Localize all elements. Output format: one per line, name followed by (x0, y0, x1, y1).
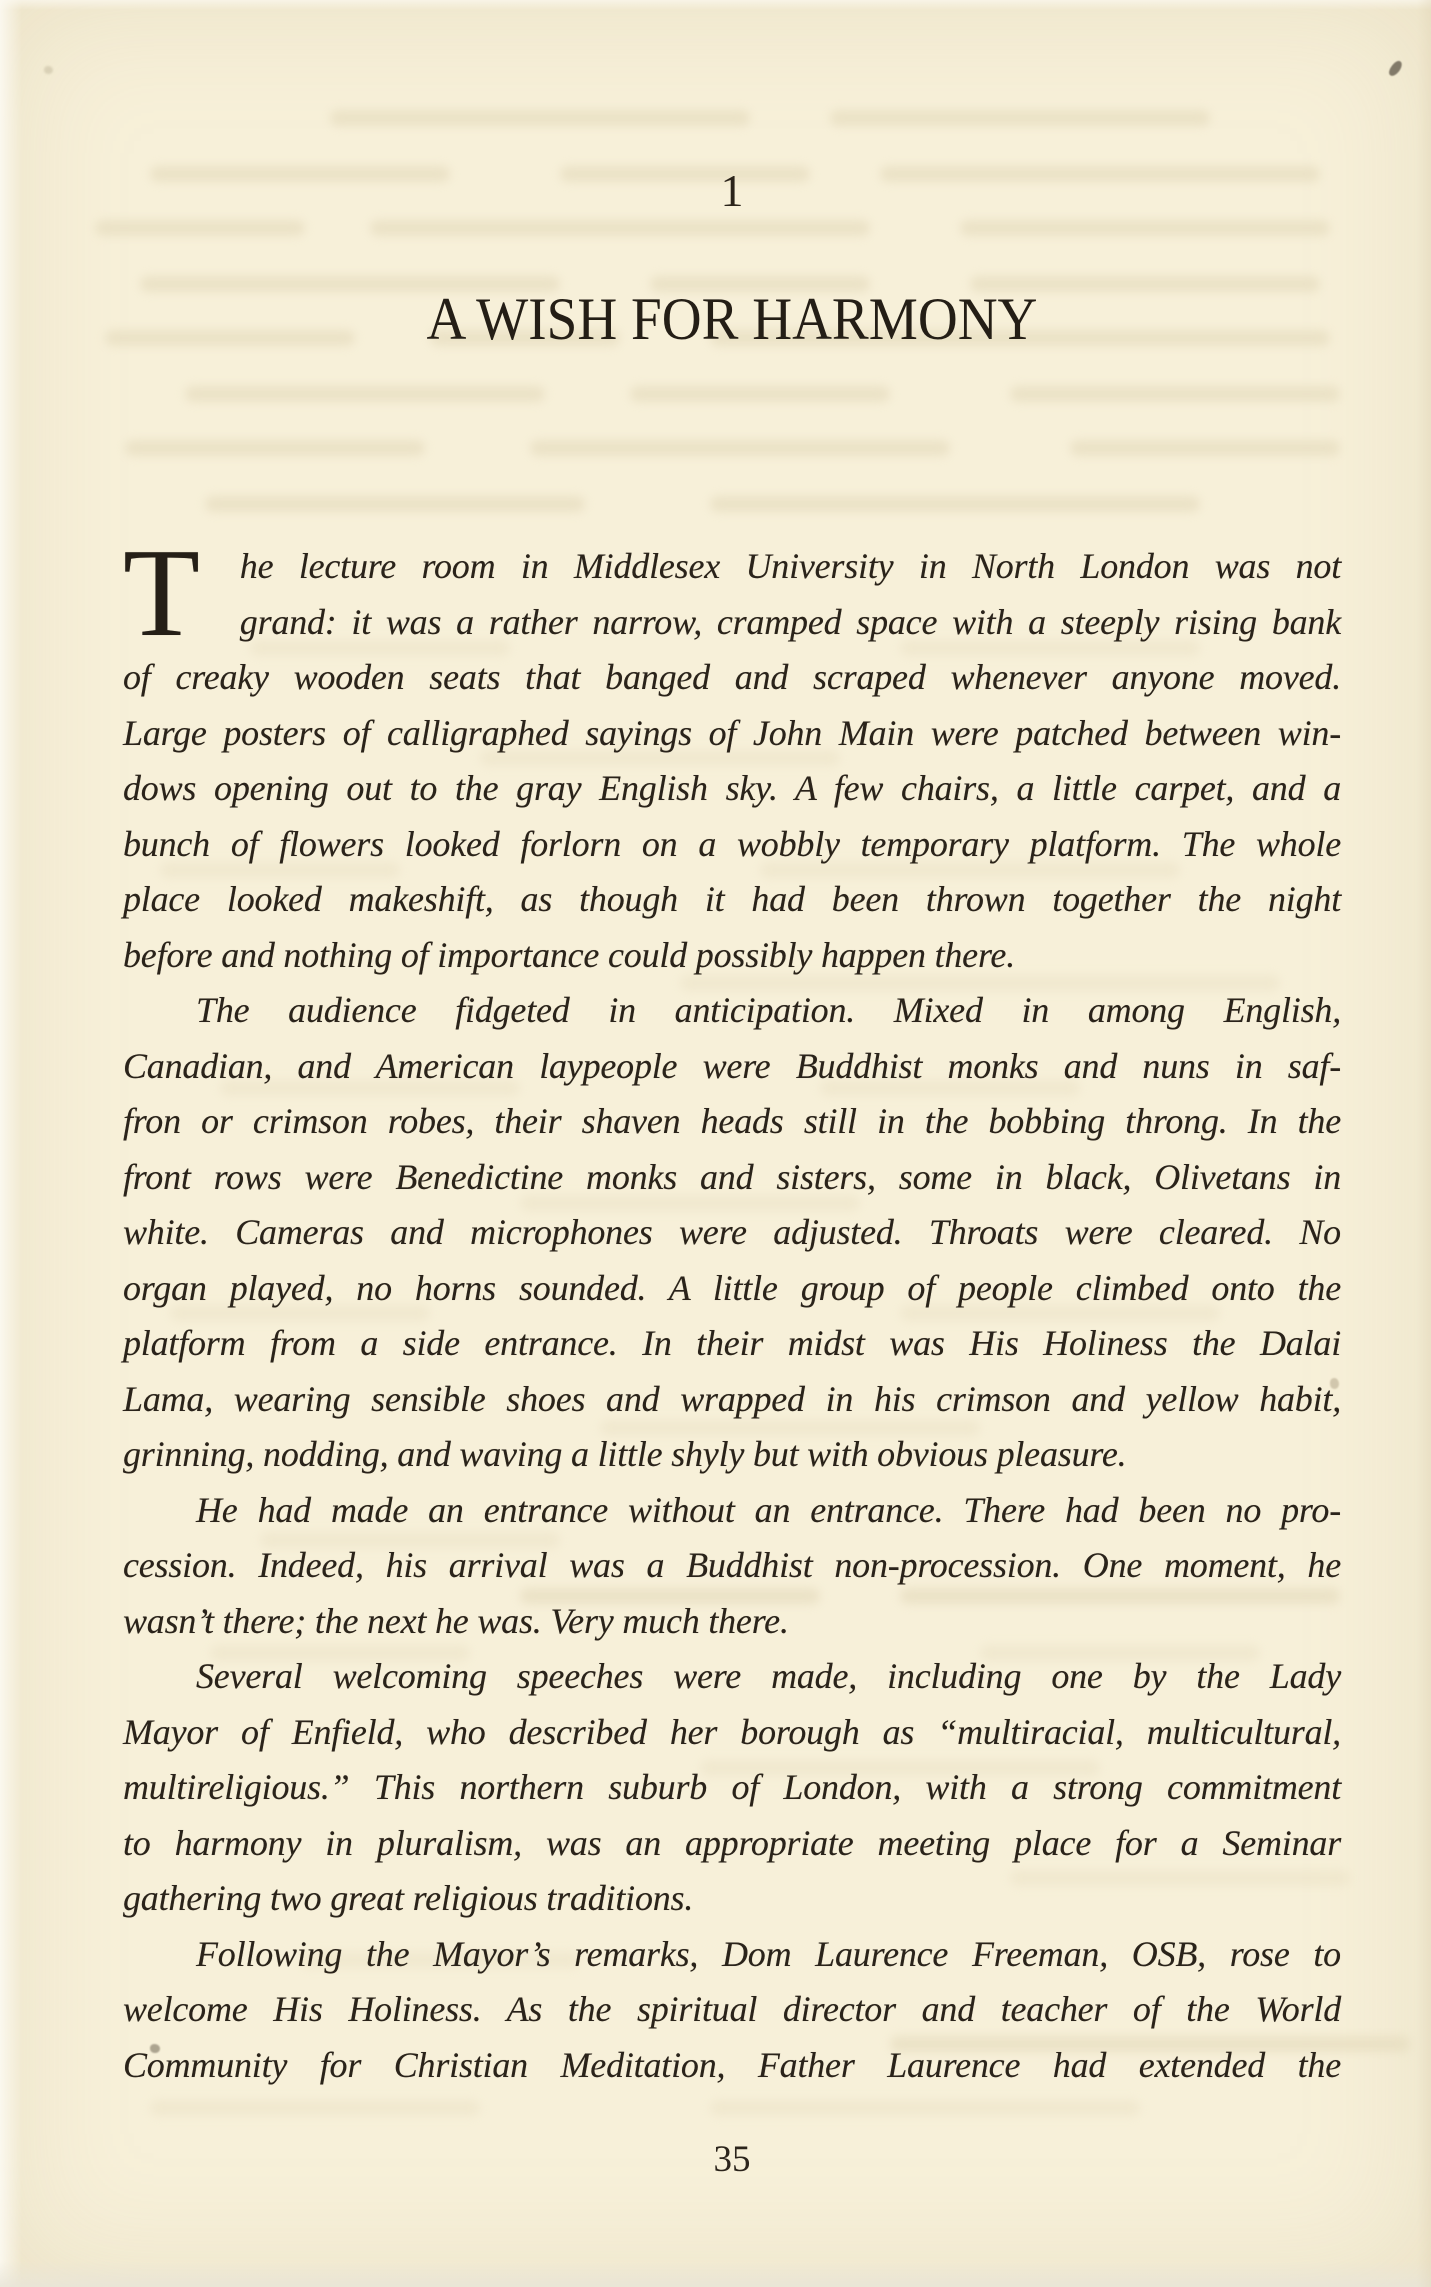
body-line: to harmony in pluralism, was an appropriate meeting place for a Seminar (123, 1822, 1341, 1863)
body-line: Following the Mayor’s remarks, Dom Laurence Freeman, OSB, rose to (196, 1933, 1341, 1974)
paragraph (123, 524, 1341, 983)
body-line: wasn’t there; the next he was. Very much there. (123, 1600, 789, 1641)
body-line: organ played, no horns sounded. A little group of people climbed onto the (123, 1267, 1341, 1308)
body-line: bunch of flowers looked forlorn on a wobbly temporary platform. The whole (123, 823, 1341, 864)
ink-speck (44, 66, 53, 74)
paragraph (123, 983, 1341, 1483)
body-line: of creaky wooden seats that banged and scraped whenever anyone moved. (123, 657, 1341, 697)
paragraph (123, 1927, 1341, 2094)
body-line: The audience fidgeted in anticipation. Mixed in among English, (196, 990, 1341, 1030)
body-line: dows opening out to the gray English sky. A few chairs, a little carpet, and a (123, 768, 1341, 808)
body-line: Several welcoming speeches were made, including one by the Lady (196, 1656, 1341, 1696)
body-line: multireligious.” This northern suburb of London, with a strong commitment (123, 1767, 1341, 1807)
body-line: cession. Indeed, his arrival was a Buddhist non-procession. One moment, he (123, 1545, 1341, 1585)
body-line: He had made an entrance without an entrance. There had been no pro- (196, 1489, 1341, 1530)
chapter-number: 1 (720, 165, 744, 216)
chapter-title: A WISH FOR HARMONY (426, 286, 1038, 352)
body-line: grand: it was a rather narrow, cramped space with a steeply rising bank (239, 601, 1341, 642)
body-line: platform from a side entrance. In their midst was His Holiness the Dalai (123, 1323, 1341, 1363)
body-line: gathering two great religious traditions. (123, 1878, 694, 1918)
paragraph (123, 1649, 1341, 1927)
body-line: front rows were Benedictine monks and sisters, some in black, Olivetans in (123, 1156, 1341, 1197)
body-line: white. Cameras and microphones were adjusted. Throats were cleared. No (123, 1212, 1341, 1252)
page-number: 35 (713, 2139, 751, 2180)
body-line: welcome His Holiness. As the spiritual director and teacher of the World (123, 1989, 1341, 2029)
body-line: he lecture room in Middlesex University in North London was not (239, 546, 1341, 586)
drop-cap: T (123, 524, 200, 663)
body-line: place looked makeshift, as though it had been thrown together the night (123, 879, 1341, 919)
body-line: Lama, wearing sensible shoes and wrapped in his crimson and yellow habit, (123, 1378, 1341, 1419)
body-line: grinning, nodding, and waving a little shyly but with obvious pleasure. (123, 1434, 1127, 1474)
body-line: before and nothing of importance could possibly happen there. (123, 934, 1016, 975)
body-line: Mayor of Enfield, who described her borough as “multiracial, multicultural, (123, 1711, 1341, 1752)
body-line: Canadian, and American laypeople were Buddhist monks and nuns in saf- (123, 1045, 1341, 1086)
text-column (123, 0, 1341, 2287)
scan-edge-right (1417, 0, 1431, 2287)
body-line: Large posters of calligraphed sayings of John Main were patched between win- (123, 712, 1341, 753)
scan-edge-left (0, 0, 22, 2287)
paragraph (123, 1483, 1341, 1650)
body-line: Community for Christian Meditation, Father Laurence had extended the (123, 2044, 1341, 2085)
body-line: fron or crimson robes, their shaven heads still in the bobbing throng. In the (123, 1101, 1341, 1141)
body-text (123, 524, 1341, 2093)
